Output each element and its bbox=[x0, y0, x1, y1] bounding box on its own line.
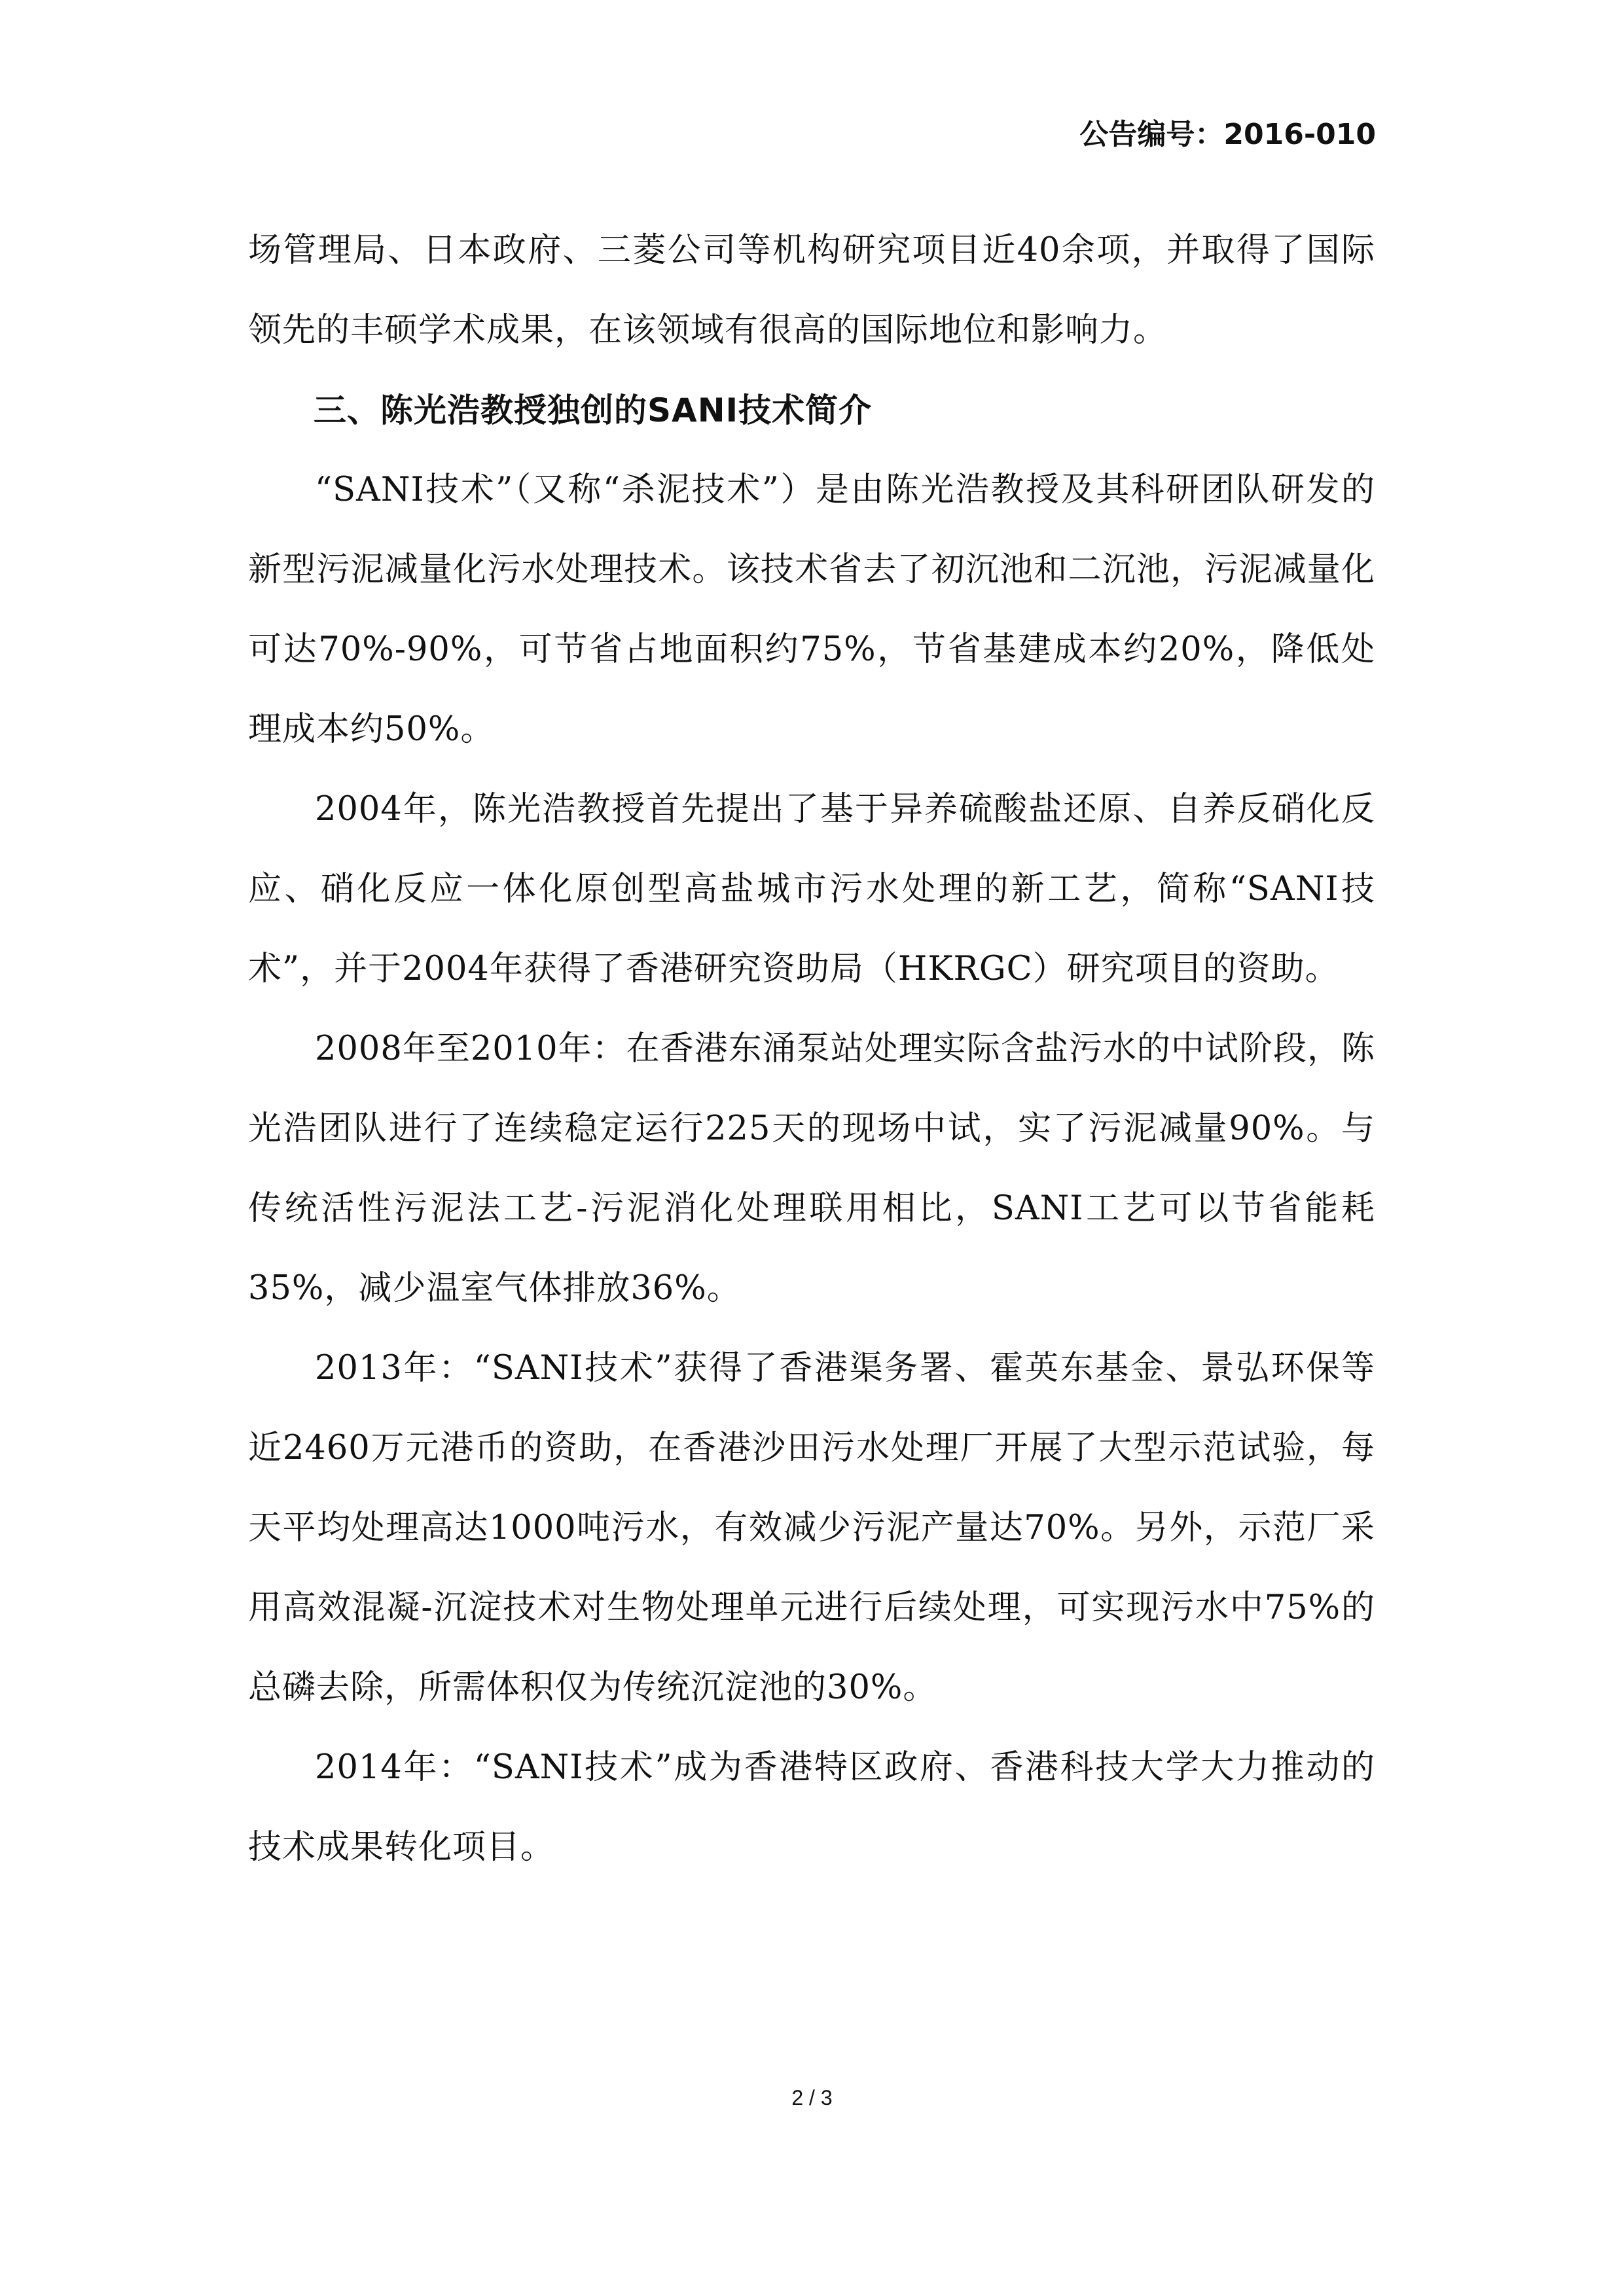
paragraph-2004: 2004年，陈光浩教授首先提出了基于异养硫酸盐还原、自养反硝化反应、硝化反应一体化原创型高盐城市污水处理的新工艺，简称“SANI技术”，并于2004年获得了香港研究资助局（HKRGC）研究项目的资助。 bbox=[248, 790, 1375, 988]
page-number: 2 / 3 bbox=[791, 2086, 833, 2109]
section-heading: 三、陈光浩教授独创的SANI技术简介 bbox=[314, 391, 873, 429]
paragraph-sani-intro: “SANI技术”（又称“杀泥技术”）是由陈光浩教授及其科研团队研发的新型污泥减量化污水处理技术。该技术省去了初沉池和二沉池，污泥减量化可达70%-90%，可节省占地面积约75%，节省基建成本约20%，降低处理成本约50%。 bbox=[248, 471, 1375, 749]
paragraph-2008-2010: 2008年至2010年：在香港东涌泵站处理实际含盐污水的中试阶段，陈光浩团队进行了连续稳定运行225天的现场中试，实了污泥减量90%。与传统活性污泥法工艺-污泥消化处理联用相比，SANI工艺可以节省能耗35%，减少温室气体排放36%。 bbox=[248, 1030, 1375, 1308]
document-body bbox=[248, 211, 1375, 1888]
continuation-paragraph: 场管理局、日本政府、三菱公司等机构研究项目近40余项，并取得了国际领先的丰硕学术成果，在该领域有很高的国际地位和影响力。 bbox=[248, 231, 1375, 350]
announcement-number: 公告编号：2016-010 bbox=[1079, 118, 1376, 151]
paragraph-2013: 2013年：“SANI技术”获得了香港渠务署、霍英东基金、景弘环保等近2460万元港币的资助，在香港沙田污水处理厂开展了大型示范试验，每天平均处理高达1000吨污水，有效减少污泥产量达70%。另外，示范厂采用高效混凝-沉淀技术对生物处理单元进行后续处理，可实现污水中75%的总磷去除，所需体积仅为传统沉淀池的30%。 bbox=[248, 1349, 1375, 1707]
paragraph-2014: 2014年：“SANI技术”成为香港特区政府、香港科技大学大力推动的技术成果转化项目。 bbox=[248, 1748, 1375, 1867]
